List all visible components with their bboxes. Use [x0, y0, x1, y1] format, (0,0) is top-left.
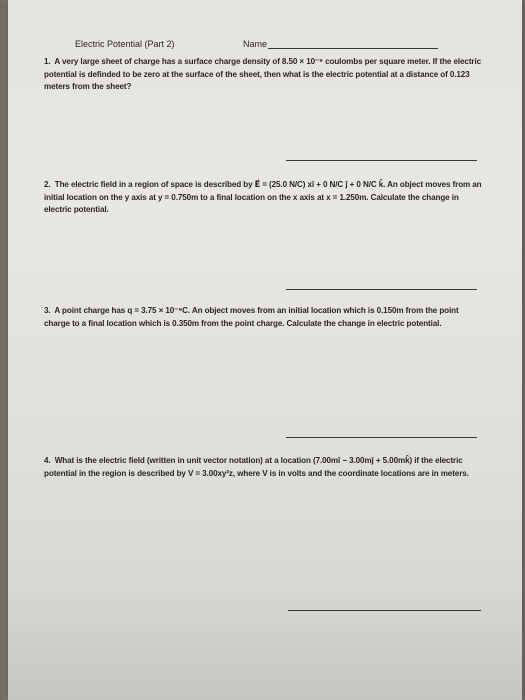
question-2 — [44, 179, 484, 217]
question-4 — [44, 455, 484, 480]
answer-line-3 — [286, 437, 477, 438]
question-2-text: The electric field in a region of space is described by E⃗ = (25.0 N/C) xî + 0 N/C ĵ + 0 N/C k̂. An object moves from an initial location on the y axis at y = 0.750m to a final location on the x axis at x = 1.250m. Calculate the change in electric potential. — [44, 180, 482, 215]
answer-line-2 — [286, 289, 477, 290]
answer-line-1 — [286, 160, 477, 161]
question-4-number: 4. — [44, 456, 51, 465]
worksheet-page — [8, 0, 522, 700]
question-3-text: A point charge has q = 3.75 × 10⁻⁹C. An object moves from an initial location which is 0.150m from the point charge to a final location which is 0.350m from the point charge. Calculate the change in electric potential. — [44, 306, 459, 328]
question-1 — [44, 56, 484, 94]
question-3 — [44, 305, 484, 330]
question-2-number: 2. — [44, 180, 51, 189]
question-1-text: A very large sheet of charge has a surface charge density of 8.50 × 10⁻⁹ coulombs per square meter. If the electric potential is definded to be zero at the surface of the sheet, then what is the electric potential at a distance of 0.123 meters from the sheet? — [44, 57, 482, 92]
question-3-number: 3. — [44, 306, 51, 315]
name-label: Name — [243, 39, 268, 49]
question-1-number: 1. — [44, 57, 51, 66]
answer-line-4 — [288, 610, 481, 611]
name-blank-line — [268, 48, 438, 49]
page-shadow — [8, 580, 522, 700]
worksheet-title: Electric Potential (Part 2) — [75, 39, 175, 49]
question-4-text: What is the electric field (written in unit vector notation) at a location (7.00mî − 3.00mĵ + 5.00mk̂) if the electric potential in the region is described by V = 3.00xy²z, where V is in volts and the coordinate locations are in meters. — [44, 456, 469, 478]
